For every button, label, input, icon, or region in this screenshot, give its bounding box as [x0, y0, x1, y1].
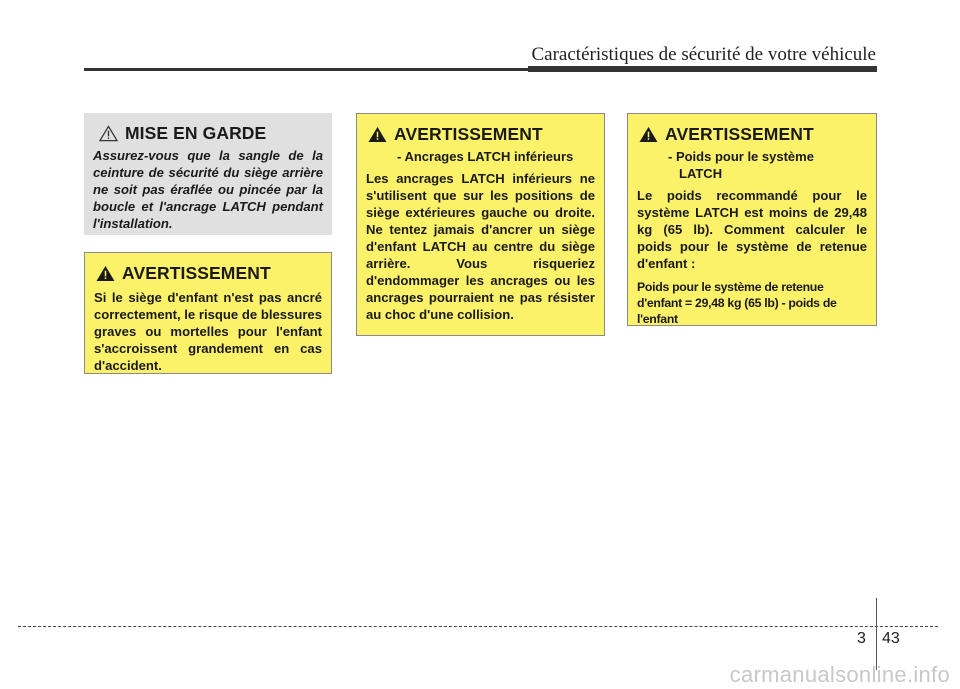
warning-box-latch-weight	[627, 113, 877, 326]
warning-subtitle-line2: LATCH	[679, 166, 723, 181]
caution-text: Assurez-vous que la sangle de la ceinture de sécurité du siège arrière ne soit pas éraflée ou pincée par la boucle et l'ancrage LATCH pendant l'installation.	[93, 148, 323, 231]
weight-formula: Poids pour le système de retenue d'enfant = 29,48 kg (65 lb) - poids de l'enfant	[637, 280, 837, 326]
warning-icon	[368, 126, 387, 143]
header-rule-accent	[528, 66, 877, 72]
warning-box-child-seat	[84, 252, 332, 374]
warning-title: AVERTISSEMENT	[122, 263, 271, 283]
watermark: carmanualsonline.info	[729, 662, 950, 687]
warning-text: Si le siège d'enfant n'est pas ancré correctement, le risque de blessures graves ou mortelles pour l'enfant s'accroissent grandement en cas d'accident.	[94, 290, 322, 373]
warning-title: AVERTISSEMENT	[665, 124, 814, 144]
warning-subtitle	[668, 148, 867, 182]
header-title: Caractéristiques de sécurité de votre véhicule	[531, 44, 876, 65]
caution-icon	[99, 125, 118, 142]
warning-subtitle-line1: - Poids pour le système	[668, 149, 814, 164]
caution-header	[99, 123, 323, 144]
chapter-number: 3	[857, 630, 866, 647]
caution-box	[84, 113, 332, 235]
warning-header	[96, 263, 322, 284]
warning-text: Les ancrages LATCH inférieurs ne s'utilisent que sur les positions de siège extérieures gauche ou droite. Ne tentez jamais d'ancrer un siège d'enfant LATCH au centre du siège arrière. Vous risqueriez d'endommager les ancrages ou les ancrages pourraient ne pas résister au choc d'une collision.	[366, 171, 595, 322]
page-number: 43	[882, 630, 900, 647]
warning-title: AVERTISSEMENT	[394, 124, 543, 144]
warning-header	[368, 124, 595, 145]
warning-subtitle: - Ancrages LATCH inférieurs	[397, 149, 574, 164]
warning-text: Le poids recommandé pour le système LATCH est moins de 29,48 kg (65 lb). Comment calculer le poids pour le système de retenue d'enfant :	[637, 188, 867, 271]
caution-title: MISE EN GARDE	[125, 123, 267, 143]
warning-icon	[96, 265, 115, 282]
warning-header	[639, 124, 867, 145]
warning-box-latch-anchors	[356, 113, 605, 336]
footer-dashed-rule	[18, 626, 938, 627]
warning-icon	[639, 126, 658, 143]
footer-divider	[876, 598, 877, 670]
